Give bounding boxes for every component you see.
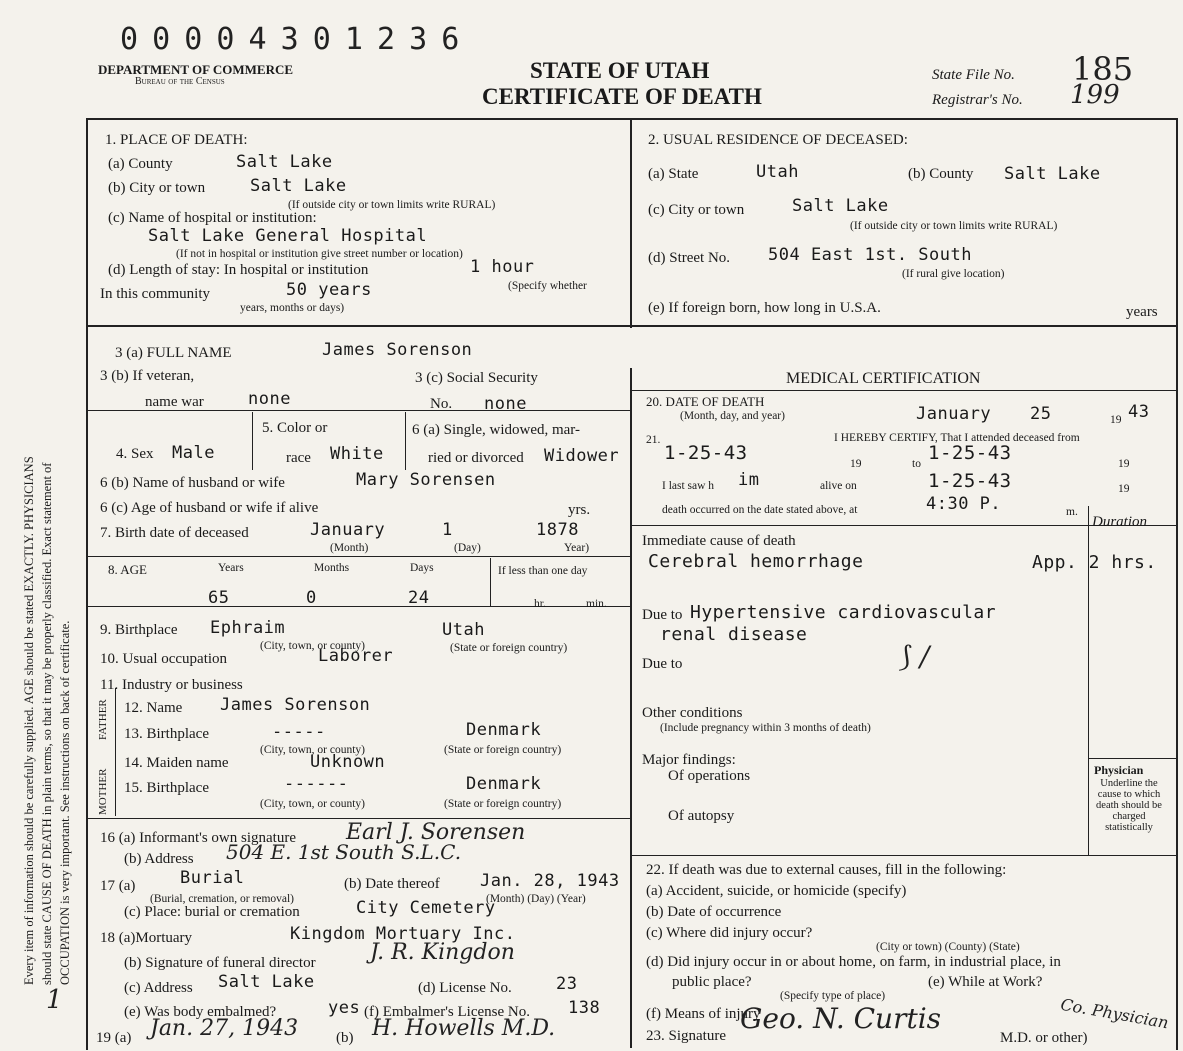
death-city-label: (b) City or town [108, 180, 206, 196]
father-birthplace-label: 13. Birthplace [124, 726, 209, 742]
mother-birthplace-city: ------ [284, 774, 349, 794]
mortuary-label: 18 (a)Mortuary [100, 930, 193, 946]
filed-b-label: (b) [336, 1030, 354, 1046]
informant-sig-label: 16 (a) Informant's own signature [100, 830, 296, 846]
community-value: 50 years [286, 280, 372, 300]
nineteen-1: 19 [850, 458, 862, 470]
md-label: M.D. or other) [1000, 1030, 1088, 1046]
marital-label-1: 6 (a) Single, widowed, mar- [412, 422, 580, 438]
registrar-signature: H. Howells M.D. [372, 1016, 556, 1041]
last-saw-value: im [738, 470, 760, 490]
physician-signature: Geo. N. Curtis [740, 1002, 942, 1035]
birth-year: 1878 [536, 520, 579, 540]
ext-while-at-work: (e) While at Work? [928, 974, 1043, 990]
informant-address-label: (b) Address [124, 851, 194, 867]
embalmed-label: (e) Was body embalmed? [124, 1004, 277, 1020]
instruction-line-1: Every item of information should be carefully supplied. AGE should be stated EXACTLY. PHYSICIANS [22, 456, 36, 985]
signature-label: 23. Signature [646, 1028, 726, 1044]
industry-label: 11. Industry or business [100, 677, 243, 693]
major-findings-label: Major findings: [642, 752, 736, 768]
birth-day: 1 [442, 520, 453, 540]
father-birthplace-city: ----- [272, 722, 326, 742]
yrs-label: yrs. [568, 502, 591, 518]
embalmer-license-value: 138 [568, 998, 601, 1018]
nineteen-2: 19 [1118, 458, 1130, 470]
physician-box-label: Physician [1094, 763, 1144, 777]
birth-month: January [310, 520, 386, 540]
res-city-label: (c) City or town [648, 202, 745, 218]
death-county-label: (a) County [108, 156, 173, 172]
ext-c-caption: (City or town) (County) (State) [876, 941, 1020, 953]
occupation-value: Laborer [318, 646, 394, 666]
social-security-label: 3 (c) Social Security [415, 370, 538, 386]
race-label: race [286, 450, 311, 466]
ext-d-label: (d) Did injury occur in or about home, on farm, in industrial place, in [646, 954, 1061, 970]
serial-number: 0 0 0 0 4 3 0 1 2 3 6 [120, 22, 458, 57]
age-days-value: 24 [408, 588, 430, 608]
instruction-line-2: should state CAUSE OF DEATH in plain terms, so that it may be properly classified. Exact statement of [40, 462, 54, 985]
filed-date: Jan. 27, 1943 [150, 1016, 299, 1041]
ss-value: none [484, 394, 527, 414]
mother-birthplace-country: Denmark [466, 774, 542, 794]
age-months-value: 0 [306, 588, 317, 608]
death-month: January [916, 404, 992, 424]
less-than-day-label: If less than one day [498, 565, 588, 577]
due-to-label-1: Due to [642, 607, 683, 623]
father-name-label: 12. Name [124, 700, 183, 716]
burial-label: 17 (a) [100, 878, 136, 894]
burial-place-label: (c) Place: burial or cremation [124, 904, 300, 920]
alive-on-label: alive on [820, 480, 857, 492]
res-street-label: (d) Street No. [648, 250, 731, 266]
ext-c-label: (c) Where did injury occur? [646, 925, 813, 941]
m-label: m. [1066, 506, 1078, 518]
birthplace-state: Utah [442, 620, 485, 640]
autopsy-label: Of autopsy [668, 808, 735, 824]
burial-place: City Cemetery [356, 898, 496, 918]
filed-label: 19 (a) [96, 1030, 132, 1046]
due-to-cause-1a: Hypertensive cardiovascular [690, 602, 997, 623]
state-file-label: State File No. [932, 67, 1015, 83]
war-label: name war [145, 394, 204, 410]
mother-maiden-value: Unknown [310, 752, 386, 772]
father-bp-state-caption: (State or foreign country) [444, 744, 562, 756]
father-side-label: FATHER [97, 699, 109, 740]
bureau-name: Bureau of the Census [135, 76, 225, 87]
alive-date: 1-25-43 [928, 470, 1012, 492]
hospital-value: Salt Lake General Hospital [148, 226, 428, 246]
informant-address: 504 E. 1st South S.L.C. [226, 840, 462, 864]
instruction-margin [0, 0, 78, 1051]
veteran-label: 3 (b) If veteran, [100, 368, 195, 384]
res-street-value: 504 East 1st. South [768, 245, 972, 265]
mother-side-label: MOTHER [97, 768, 109, 815]
registrar-label: Registrar's No. [932, 92, 1023, 108]
death-city-value: Salt Lake [250, 176, 347, 196]
form-title-state: STATE OF UTAH [530, 58, 710, 83]
mother-maiden-label: 14. Maiden name [124, 755, 229, 771]
years-label: years [1126, 304, 1158, 320]
stay-label: (d) Length of stay: In hospital or institution [108, 262, 369, 278]
physician-scribble: ⟆ / [900, 640, 930, 673]
res-city-value: Salt Lake [792, 196, 889, 216]
burial-date: Jan. 28, 1943 [480, 871, 620, 891]
birthplace-label: 9. Birthplace [100, 622, 178, 638]
hr-label: hr. [534, 598, 546, 610]
medical-heading: MEDICAL CERTIFICATION [786, 370, 981, 387]
state-file-value: 185 [1072, 50, 1134, 88]
informant-signature: Earl J. Sorensen [346, 820, 526, 845]
attend-from: 1-25-43 [664, 442, 748, 464]
foreign-born-label: (e) If foreign born, how long in U.S.A. [648, 300, 881, 316]
to-label: to [912, 458, 921, 470]
mother-bp-city-caption: (City, town, or county) [260, 798, 365, 810]
full-name-label: 3 (a) FULL NAME [115, 345, 232, 361]
embalmer-license-label: (f) Embalmer's License No. [364, 1004, 530, 1020]
burial-type: Burial [180, 868, 245, 888]
death-year-prefix: 19 [1110, 414, 1122, 426]
spouse-age-label: 6 (c) Age of husband or wife if alive [100, 500, 319, 516]
mother-bp-state-caption: (State or foreign country) [444, 798, 562, 810]
license-label: (d) License No. [418, 980, 512, 996]
immediate-cause: Cerebral hemorrhage [648, 551, 864, 572]
mortuary-address-label: (c) Address [124, 980, 193, 996]
res-state-label: (a) State [648, 166, 699, 182]
certify-text: I HEREBY CERTIFY, That I attended deceased from [834, 432, 1080, 444]
last-saw-label: I last saw h [662, 480, 715, 492]
immediate-cause-label: Immediate cause of death [642, 533, 796, 549]
res-street-note: (If rural give location) [902, 268, 1005, 280]
res-city-note: (If outside city or town limits write RURAL) [850, 220, 1058, 232]
other-conditions-label: Other conditions [642, 705, 743, 721]
mother-birthplace-label: 15. Birthplace [124, 780, 209, 796]
marital-value: Widower [544, 446, 620, 466]
ext-a-label: (a) Accident, suicide, or homicide (specify) [646, 883, 907, 899]
race-value: White [330, 444, 384, 464]
res-county-label: (b) County [908, 166, 974, 182]
res-county-value: Salt Lake [1004, 164, 1101, 184]
birth-date-label: 7. Birth date of deceased [100, 525, 249, 541]
color-label: 5. Color or [262, 420, 328, 436]
external-causes-label: 22. If death was due to external causes, fill in the following: [646, 862, 1007, 878]
age-years-value: 65 [208, 588, 230, 608]
age-years-label: Years [218, 562, 244, 574]
department-name: DEPARTMENT OF COMMERCE [98, 62, 294, 77]
war-value: none [248, 389, 291, 409]
director-signature: J. R. Kingdon [370, 940, 515, 965]
death-city-note: (If outside city or town limits write RURAL) [288, 199, 496, 211]
ext-f-label: (f) Means of injury [646, 1006, 761, 1022]
burial-date-label: (b) Date thereof [344, 876, 440, 892]
year-caption: Year) [564, 542, 590, 554]
sex-value: Male [172, 443, 215, 463]
min-label: min. [586, 598, 607, 610]
immediate-duration: App. 2 hrs. [1032, 552, 1157, 573]
operations-label: Of operations [668, 768, 751, 784]
ext-b-label: (b) Date of occurrence [646, 904, 782, 920]
occupation-label: 10. Usual occupation [100, 651, 228, 667]
spouse-value: Mary Sorensen [356, 470, 496, 490]
other-conditions-note: (Include pregnancy within 3 months of death) [660, 722, 871, 734]
ss-no-label: No. [430, 396, 453, 412]
cert-no-21: 21. [646, 434, 661, 446]
full-name-value: James Sorenson [322, 340, 473, 360]
age-days-label: Days [410, 562, 434, 574]
day-caption: (Day) [454, 542, 481, 554]
mortuary-value: Kingdom Mortuary Inc. [290, 924, 516, 944]
due-to-label-2: Due to [642, 656, 683, 672]
father-name-value: James Sorenson [220, 695, 371, 715]
date-of-death-label: 20. DATE OF DEATH [646, 394, 765, 409]
ext-d-caption: (Specify type of place) [780, 990, 886, 1002]
embalmed-value: yes [328, 998, 361, 1018]
marital-label-2: ried or divorced [428, 450, 524, 466]
bp-state-caption: (State or foreign country) [450, 642, 568, 654]
burial-date-caption: (Month) (Day) (Year) [486, 893, 586, 905]
nineteen-3: 19 [1118, 483, 1130, 495]
age-months-label: Months [314, 562, 350, 574]
form-title: CERTIFICATE OF DEATH [482, 84, 762, 109]
father-bp-city-caption: (City, town, or county) [260, 744, 365, 756]
stay-value: 1 hour [470, 257, 535, 277]
instruction-line-3: OCCUPATION is very important. See instructions on back of certificate. [58, 620, 72, 985]
death-day: 25 [1030, 404, 1052, 424]
mortuary-address: Salt Lake [218, 972, 315, 992]
ext-d-public-label: public place? [672, 974, 752, 990]
underline-note: Underline the cause to which death should be charged statistically [1096, 778, 1162, 833]
hospital-label: (c) Name of hospital or institution: [108, 210, 317, 226]
sex-label: 4. Sex [116, 446, 154, 462]
death-occurred-label: death occurred on the date stated above, at [662, 504, 858, 516]
place-of-death-heading: 1. PLACE OF DEATH: [105, 132, 248, 148]
attend-to: 1-25-43 [928, 442, 1012, 464]
res-state-value: Utah [756, 162, 799, 182]
due-to-cause-1b: renal disease [660, 624, 808, 645]
bp-city-caption: (City, town, or county) [260, 640, 365, 652]
date-of-death-caption: (Month, day, and year) [680, 410, 785, 422]
death-county-value: Salt Lake [236, 152, 333, 172]
units-note: years, months or days) [240, 302, 345, 314]
specify-note: (Specify whether [508, 280, 587, 292]
birthplace-city: Ephraim [210, 618, 286, 638]
burial-type-caption: (Burial, cremation, or removal) [150, 893, 295, 905]
father-birthplace-country: Denmark [466, 720, 542, 740]
director-sig-label: (b) Signature of funeral director [124, 955, 316, 971]
margin-mark: 1 [46, 985, 63, 1015]
death-time: 4:30 P. [926, 494, 1002, 514]
hospital-note: (If not in hospital or institution give street number or location) [176, 248, 463, 260]
registrar-value: 199 [1070, 80, 1120, 110]
spouse-label: 6 (b) Name of husband or wife [100, 475, 285, 491]
license-value: 23 [556, 974, 578, 994]
physician-title: Co. Physician [1059, 994, 1170, 1033]
death-year: 43 [1128, 402, 1150, 422]
residence-heading: 2. USUAL RESIDENCE OF DECEASED: [648, 132, 908, 148]
duration-label: Duration [1092, 514, 1148, 530]
month-caption: (Month) [330, 542, 369, 554]
community-label: In this community [100, 286, 210, 302]
age-label: 8. AGE [108, 562, 147, 577]
